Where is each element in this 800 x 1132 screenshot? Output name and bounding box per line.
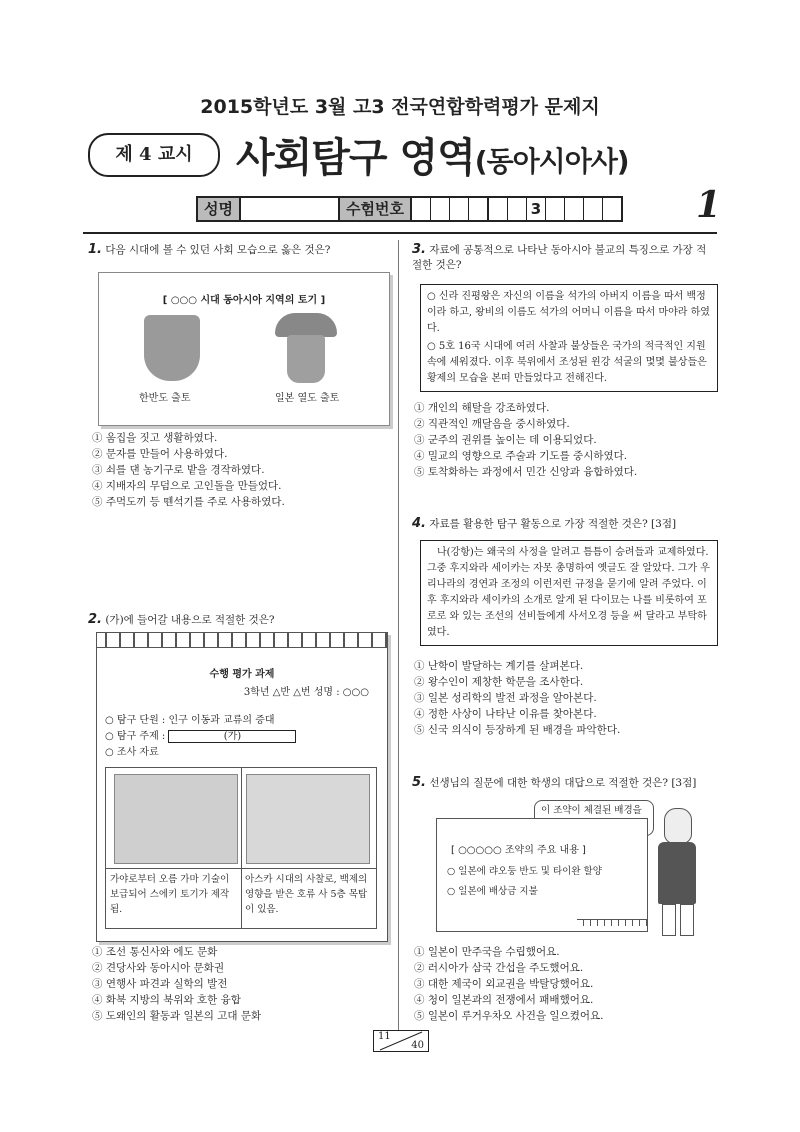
q3-number: 3.	[412, 242, 426, 257]
name-input-area[interactable]	[241, 198, 345, 220]
q2-caption-left: 가야로부터 오름 가마 기술이 보급되어 스에키 토기가 제작됨.	[110, 874, 230, 915]
header-divider	[83, 232, 717, 234]
subject-title	[236, 126, 629, 183]
board-item-1: ○ 일본에 랴오둥 반도 및 타이완 할양	[447, 866, 602, 877]
q3-choice-1[interactable]: ① 개인의 해탈을 강조하였다.	[414, 402, 550, 414]
q4-choice-2[interactable]: ② 왕수인이 제창한 학문을 조사한다.	[414, 676, 584, 688]
q3-choices	[414, 400, 637, 480]
exam-number-cell[interactable]	[488, 198, 508, 220]
exam-title: 2015학년도 3월 고3 전국연합학력평가 문제지	[200, 96, 600, 118]
q2-material: ○ 조사 자료	[105, 747, 159, 758]
q2-choices	[92, 944, 261, 1024]
sueki-pottery-photo	[114, 774, 238, 864]
q1-choice-3[interactable]: ③ 쇠를 댄 농기구로 밭을 경작하였다.	[92, 464, 265, 476]
exam-number-cell[interactable]	[603, 198, 621, 220]
speech-bubble: 이 조약이 체결된 배경을	[534, 800, 654, 836]
q3-stem	[412, 242, 716, 273]
q4-text: 자료를 활용한 탐구 활동으로 가장 적절한 것은? [3점]	[429, 518, 677, 530]
q4-passage-box: 나(강항)는 왜국의 사정을 알려고 틈틈이 승려들과 교제하였다. 그중 후지와라 세이카는 자못 총명하여 옛글도 잘 알았다. 그가 우리나라의 경연과 조정의 이런저런 규정을 묻기에 알려 주었다. 이후 후지와라 세이카의 소개로 알게 된 다이묘는 나를 비롯하여 포로로 와 있는 조선의 선비들에게 사서오경 등을 써 달라고 부탁하였다.	[420, 540, 718, 646]
page-counter-total: 40	[411, 1040, 424, 1051]
q5-choice-1[interactable]: ① 일본이 만주국을 수립했어요.	[414, 946, 560, 958]
exam-number-cell[interactable]	[508, 198, 527, 220]
q5-choice-4[interactable]: ④ 청이 일본과의 전쟁에서 패배했어요.	[414, 994, 594, 1006]
q2-text: (가)에 들어갈 내용으로 적절한 것은?	[105, 614, 275, 626]
q2-note-student: 3학년 △반 △번 성명 : ○○○	[243, 687, 369, 698]
exam-number-cell[interactable]	[565, 198, 584, 220]
q2-stem	[88, 612, 388, 628]
q2-unit: ○ 탐구 단원 : 인구 이동과 교류의 증대	[105, 715, 275, 726]
q2-topic-blank: (가)	[168, 730, 296, 743]
subject-main: 사회탐구 영역	[236, 135, 475, 181]
q4-choice-5[interactable]: ⑤ 신국 의식이 등장하게 된 배경을 파악한다.	[414, 724, 621, 736]
q2-topic-label: ○ 탐구 주제 :	[105, 731, 166, 742]
q1-choices	[92, 430, 285, 510]
q2-number: 2.	[88, 612, 102, 627]
column-divider	[398, 240, 399, 1030]
q1-number: 1.	[88, 242, 102, 257]
q1-choice-1[interactable]: ① 움집을 짓고 생활하였다.	[92, 432, 218, 444]
notebook-spiral	[97, 633, 387, 648]
q4-number: 4.	[412, 516, 426, 531]
q2-choice-3[interactable]: ③ 연행사 파견과 실학의 발전	[92, 978, 228, 990]
q2-choice-1[interactable]: ① 조선 통신사와 에도 문화	[92, 946, 218, 958]
page-counter	[373, 1030, 429, 1052]
q1-stem	[88, 242, 388, 258]
q3-choice-4[interactable]: ④ 밀교의 영향으로 주술과 기도를 중시하였다.	[414, 450, 628, 462]
q3-passage-box	[420, 284, 718, 392]
board-title: [ ○○○○○ 조약의 주요 내용 ]	[451, 845, 586, 856]
subject-sub: (동아시아사)	[474, 145, 629, 178]
q1-text: 다음 시대에 볼 수 있던 사회 모습으로 옳은 것은?	[105, 244, 331, 256]
name-label: 성명	[198, 198, 241, 220]
q2-choice-4[interactable]: ④ 화북 지방의 북위와 호한 융합	[92, 994, 241, 1006]
q2-caption-right: 아스카 시대의 사찰로, 백제의 영향을 받은 호류 사 5층 목탑이 있음.	[245, 874, 368, 915]
q2-note-title: 수행 평가 과제	[209, 669, 275, 680]
q2-photo-table	[105, 767, 377, 929]
q5-choice-3[interactable]: ③ 대한 제국이 외교권을 박탈당했어요.	[414, 978, 594, 990]
exam-number-field[interactable]	[338, 196, 623, 222]
exam-number-cell[interactable]	[469, 198, 488, 220]
q2-choice-5[interactable]: ⑤ 도왜인의 활동과 일본의 고대 문화	[92, 1010, 262, 1022]
q4-stem	[412, 516, 716, 532]
q4-choice-3[interactable]: ③ 일본 성리학의 발전 과정을 알아본다.	[414, 692, 597, 704]
q4-choice-1[interactable]: ① 난학이 발달하는 계기를 살펴본다.	[414, 660, 584, 672]
q5-number: 5.	[412, 775, 426, 790]
q2-note-body	[105, 713, 296, 761]
q1-caption-left: 한반도 출토	[139, 393, 191, 404]
q1-choice-2[interactable]: ② 문자를 만들어 사용하였다.	[92, 448, 228, 460]
exam-number-cell[interactable]	[412, 198, 431, 220]
q3-choice-3[interactable]: ③ 군주의 권위를 높이는 데 이용되었다.	[414, 434, 597, 446]
pottery-image-left	[144, 315, 200, 381]
q5-choices	[414, 944, 603, 1024]
q3-item-2: ○ 5호 16국 시대에 여러 사찰과 불상들은 국가의 적극적인 지원 속에 세워졌다. 이후 북위에서 조성된 윈강 석굴의 몇몇 불상들은 황제의 모습을 본떠 만들었다고 전해진다.	[427, 341, 707, 384]
q3-choice-5[interactable]: ⑤ 토착화하는 과정에서 민간 신앙과 융합하였다.	[414, 466, 638, 478]
exam-number-cell[interactable]	[450, 198, 469, 220]
name-field[interactable]	[196, 196, 347, 222]
exam-number-digit: 3	[527, 198, 546, 220]
exam-number-label: 수험번호	[340, 198, 412, 220]
blackboard	[436, 818, 648, 932]
q4-choices	[414, 658, 620, 738]
q3-choice-2[interactable]: ② 직관적인 깨달음을 중시하였다.	[414, 418, 570, 430]
page-number: 1	[696, 184, 722, 226]
q4-choice-4[interactable]: ④ 정한 사상이 나타난 이유를 찾아본다.	[414, 708, 597, 720]
q2-notebook	[96, 632, 388, 942]
q5-stem	[412, 775, 716, 791]
q2-choice-2[interactable]: ② 견당사와 동아시아 문화권	[92, 962, 225, 974]
horyuji-temple-photo	[246, 774, 370, 864]
q2-topic	[105, 729, 296, 745]
period-badge: 제 4 교시	[88, 133, 220, 177]
q5-choice-2[interactable]: ② 러시아가 삼국 간섭을 주도했어요.	[414, 962, 584, 974]
q3-item-1: ○ 신라 진평왕은 자신의 이름을 석가의 아버지 이름을 따서 백정이라 하고, 왕비의 이름도 석가의 어머니 이름을 따서 마야라 하였다.	[427, 291, 710, 334]
q5-text: 선생님의 질문에 대한 학생의 대답으로 적절한 것은? [3점]	[429, 777, 697, 789]
teacher-illustration	[648, 808, 708, 936]
page-counter-current: 11	[378, 1031, 391, 1042]
exam-number-cell[interactable]	[546, 198, 565, 220]
exam-number-cell[interactable]	[584, 198, 603, 220]
q1-choice-4[interactable]: ④ 지배자의 무덤으로 고인돌을 만들었다.	[92, 480, 282, 492]
pottery-image-right	[271, 313, 341, 383]
q5-choice-5[interactable]: ⑤ 일본이 루거우차오 사건을 일으켰어요.	[414, 1010, 604, 1022]
q1-choice-5[interactable]: ⑤ 주먹도끼 등 뗀석기를 주로 사용하였다.	[92, 496, 285, 508]
exam-number-cell[interactable]	[431, 198, 450, 220]
q1-figure	[98, 272, 390, 426]
q1-caption-right: 일본 열도 출토	[275, 393, 340, 404]
q1-figure-title: [ ○○○ 시대 동아시아 지역의 토기 ]	[162, 295, 326, 306]
board-item-2: ○ 일본에 배상금 지불	[447, 886, 538, 897]
q3-text: 자료에 공통적으로 나타난 동아시아 불교의 특징으로 가장 적절한 것은?	[412, 244, 707, 271]
